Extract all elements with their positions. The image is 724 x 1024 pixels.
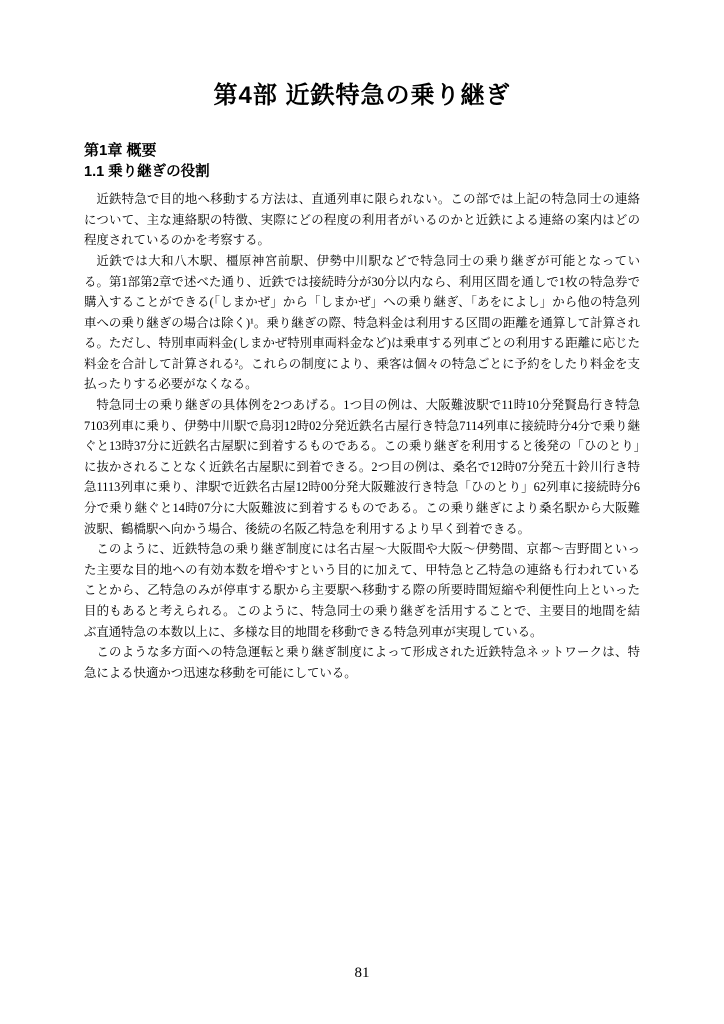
- paragraph-1: 近鉄特急で目的地へ移動する方法は、直通列車に限られない。この部では上記の特急同士の連絡について、主な連絡駅の特徴、実際にどの程度の利用者がいるのかと近鉄による連絡の案内はどの程度されているのかを考察する。: [84, 192, 640, 248]
- paragraph-3: 特急同士の乗り継ぎの具体例を2つあげる。1つ目の例は、大阪難波駅で11時10分発賢島行き特急7103列車に乗り、伊勢中川駅で鳥羽12時02分発近鉄名古屋行き特急7114列車に接続時分4分で乗り継ぐと13時37分に近鉄名古屋駅に到着するものである。この乗り継ぎを利用すると後発の「ひのとり」に抜かされることなく近鉄名古屋駅に到着できる。2つ目の例は、桑名で12時07分発五十鈴川行き特急1113列車に乗り、津駅で近鉄名古屋12時00分発大阪難波行き特急「ひのとり」62列車に接続時分6分で乗り継ぐと14時07分に大阪難波に到着するものである。この乗り継ぎにより桑名駅から大阪難波駅、鶴橋駅へ向かう場合、後続の名阪乙特急を利用するより早く到着できる。: [84, 398, 640, 536]
- section-heading: 1.1 乗り継ぎの役割: [84, 164, 210, 181]
- paragraph-4: このように、近鉄特急の乗り継ぎ制度には名古屋〜大阪間や大阪〜伊勢間、京都〜吉野間といった主要な目的地への有効本数を増やすという目的に加えて、甲特急と乙特急の連絡も行われていることから、乙特急のみが停車する駅から主要駅へ移動する際の所要時間短縮や利便性向上といった目的もあると考えられる。このように、特急同士の乗り継ぎを活用することで、主要目的地間を結ぶ直通特急の本数以上に、多様な目的地間を移動できる特急列車が実現している。: [84, 542, 640, 639]
- paragraph-5: このような多方面への特急運転と乗り継ぎ制度によって形成された近鉄特急ネットワークは、特急による快適かつ迅速な移動を可能にしている。: [84, 645, 640, 680]
- page-number: 81: [354, 965, 370, 981]
- document-body: [84, 189, 640, 683]
- paragraph-2: 近鉄では大和八木駅、橿原神宮前駅、伊勢中川駅などで特急同士の乗り継ぎが可能となっている。第1部第2章で述べた通り、近鉄では接続時分が30分以内なら、利用区間を通しで1枚の特急券で購入することができる(「しまかぜ」から「しまかぜ」への乗り継ぎ、「あをによし」から他の特急列車への乗り継ぎの場合は除く)¹。乗り継ぎの際、特急料金は利用する区間の距離を通算して計算される。ただし、特別車両料金(しまかぜ特別車両料金など)は乗車する列車ごとの利用する距離に応じた料金を合計して計算される²。これらの制度により、乗客は個々の特急ごとに予約をしたり料金を支払ったりする必要がなくなる。: [84, 253, 640, 392]
- document-title: 第4部 近鉄特急の乗り継ぎ: [213, 82, 511, 109]
- chapter-heading: 第1章 概要: [84, 141, 157, 159]
